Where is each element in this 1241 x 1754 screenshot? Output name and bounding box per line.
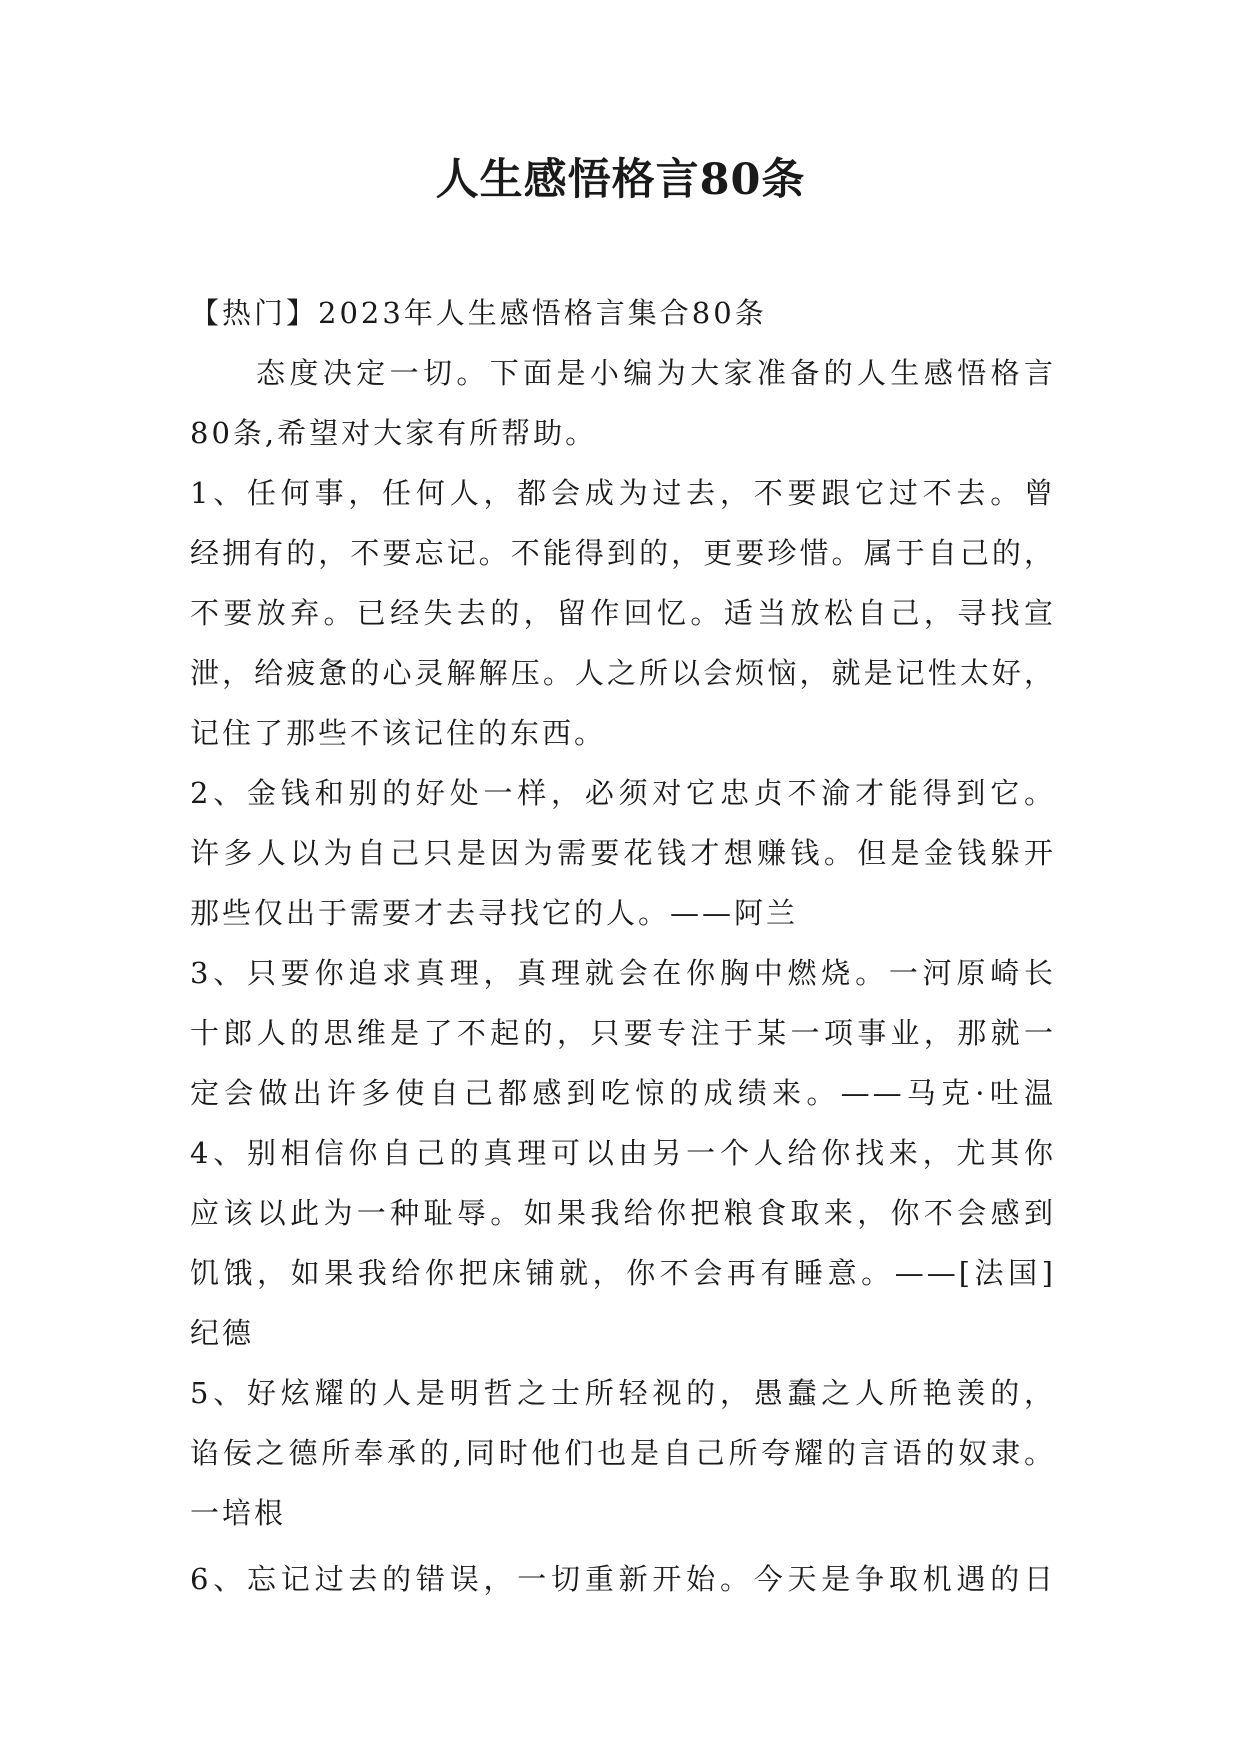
- quote-4-line: 应该以此为一种耻辱。如果我给你把粮食取来，你不会感到: [190, 1196, 1056, 1230]
- quote-4-line: 纪德: [190, 1316, 255, 1350]
- quote-3-line: 十郎人的思维是了不起的，只要专注于某一项事业，那就一: [190, 1016, 1056, 1050]
- document-title: 人生感悟格言80条: [435, 155, 806, 205]
- quote-5-line: 谄佞之德所奉承的,同时他们也是自己所夸耀的言语的奴隶。: [190, 1436, 1056, 1470]
- quote-2-line: 许多人以为自己只是因为需要花钱才想赚钱。但是金钱躲开: [190, 836, 1056, 870]
- quote-2-line: 那些仅出于需要才去寻找它的人。——阿兰: [190, 896, 799, 930]
- quote-6-line: 6、忘记过去的错误，一切重新开始。今天是争取机遇的日: [190, 1562, 1056, 1596]
- subtitle-line: 【热门】2023年人生感悟格言集合80条: [190, 296, 767, 330]
- intro-line: 80条,希望对大家有所帮助。: [190, 416, 598, 450]
- quote-5-line: 5、好炫耀的人是明哲之士所轻视的，愚蠢之人所艳羡的，: [190, 1376, 1056, 1410]
- quote-1-line: 经拥有的，不要忘记。不能得到的，更要珍惜。属于自己的，: [190, 536, 1056, 570]
- quote-2-line: 2、金钱和别的好处一样，必须对它忠贞不渝才能得到它。: [190, 776, 1056, 810]
- quote-1-line: 1、任何事，任何人，都会成为过去，不要跟它过不去。曾: [190, 476, 1056, 510]
- quote-3-line: 定会做出许多使自己都感到吃惊的成绩来。——马克·吐温: [190, 1076, 1056, 1110]
- quote-4-line: 4、别相信你自己的真理可以由另一个人给你找来，尤其你: [190, 1136, 1056, 1170]
- quote-1-line: 泄，给疲惫的心灵解解压。人之所以会烦恼，就是记性太好，: [190, 656, 1056, 690]
- quote-4-line: 饥饿，如果我给你把床铺就，你不会再有睡意。——[法国]: [190, 1256, 1056, 1290]
- intro-line: 态度决定一切。下面是小编为大家准备的人生感悟格言: [256, 356, 1056, 390]
- quote-1-line: 不要放弃。已经失去的，留作回忆。适当放松自己，寻找宣: [190, 596, 1056, 630]
- quote-1-line: 记住了那些不该记住的东西。: [190, 716, 607, 750]
- quote-5-line: 一培根: [190, 1496, 287, 1530]
- quote-3-line: 3、只要你追求真理，真理就会在你胸中燃烧。一河原崎长: [190, 956, 1056, 990]
- document-body: [190, 283, 1056, 1609]
